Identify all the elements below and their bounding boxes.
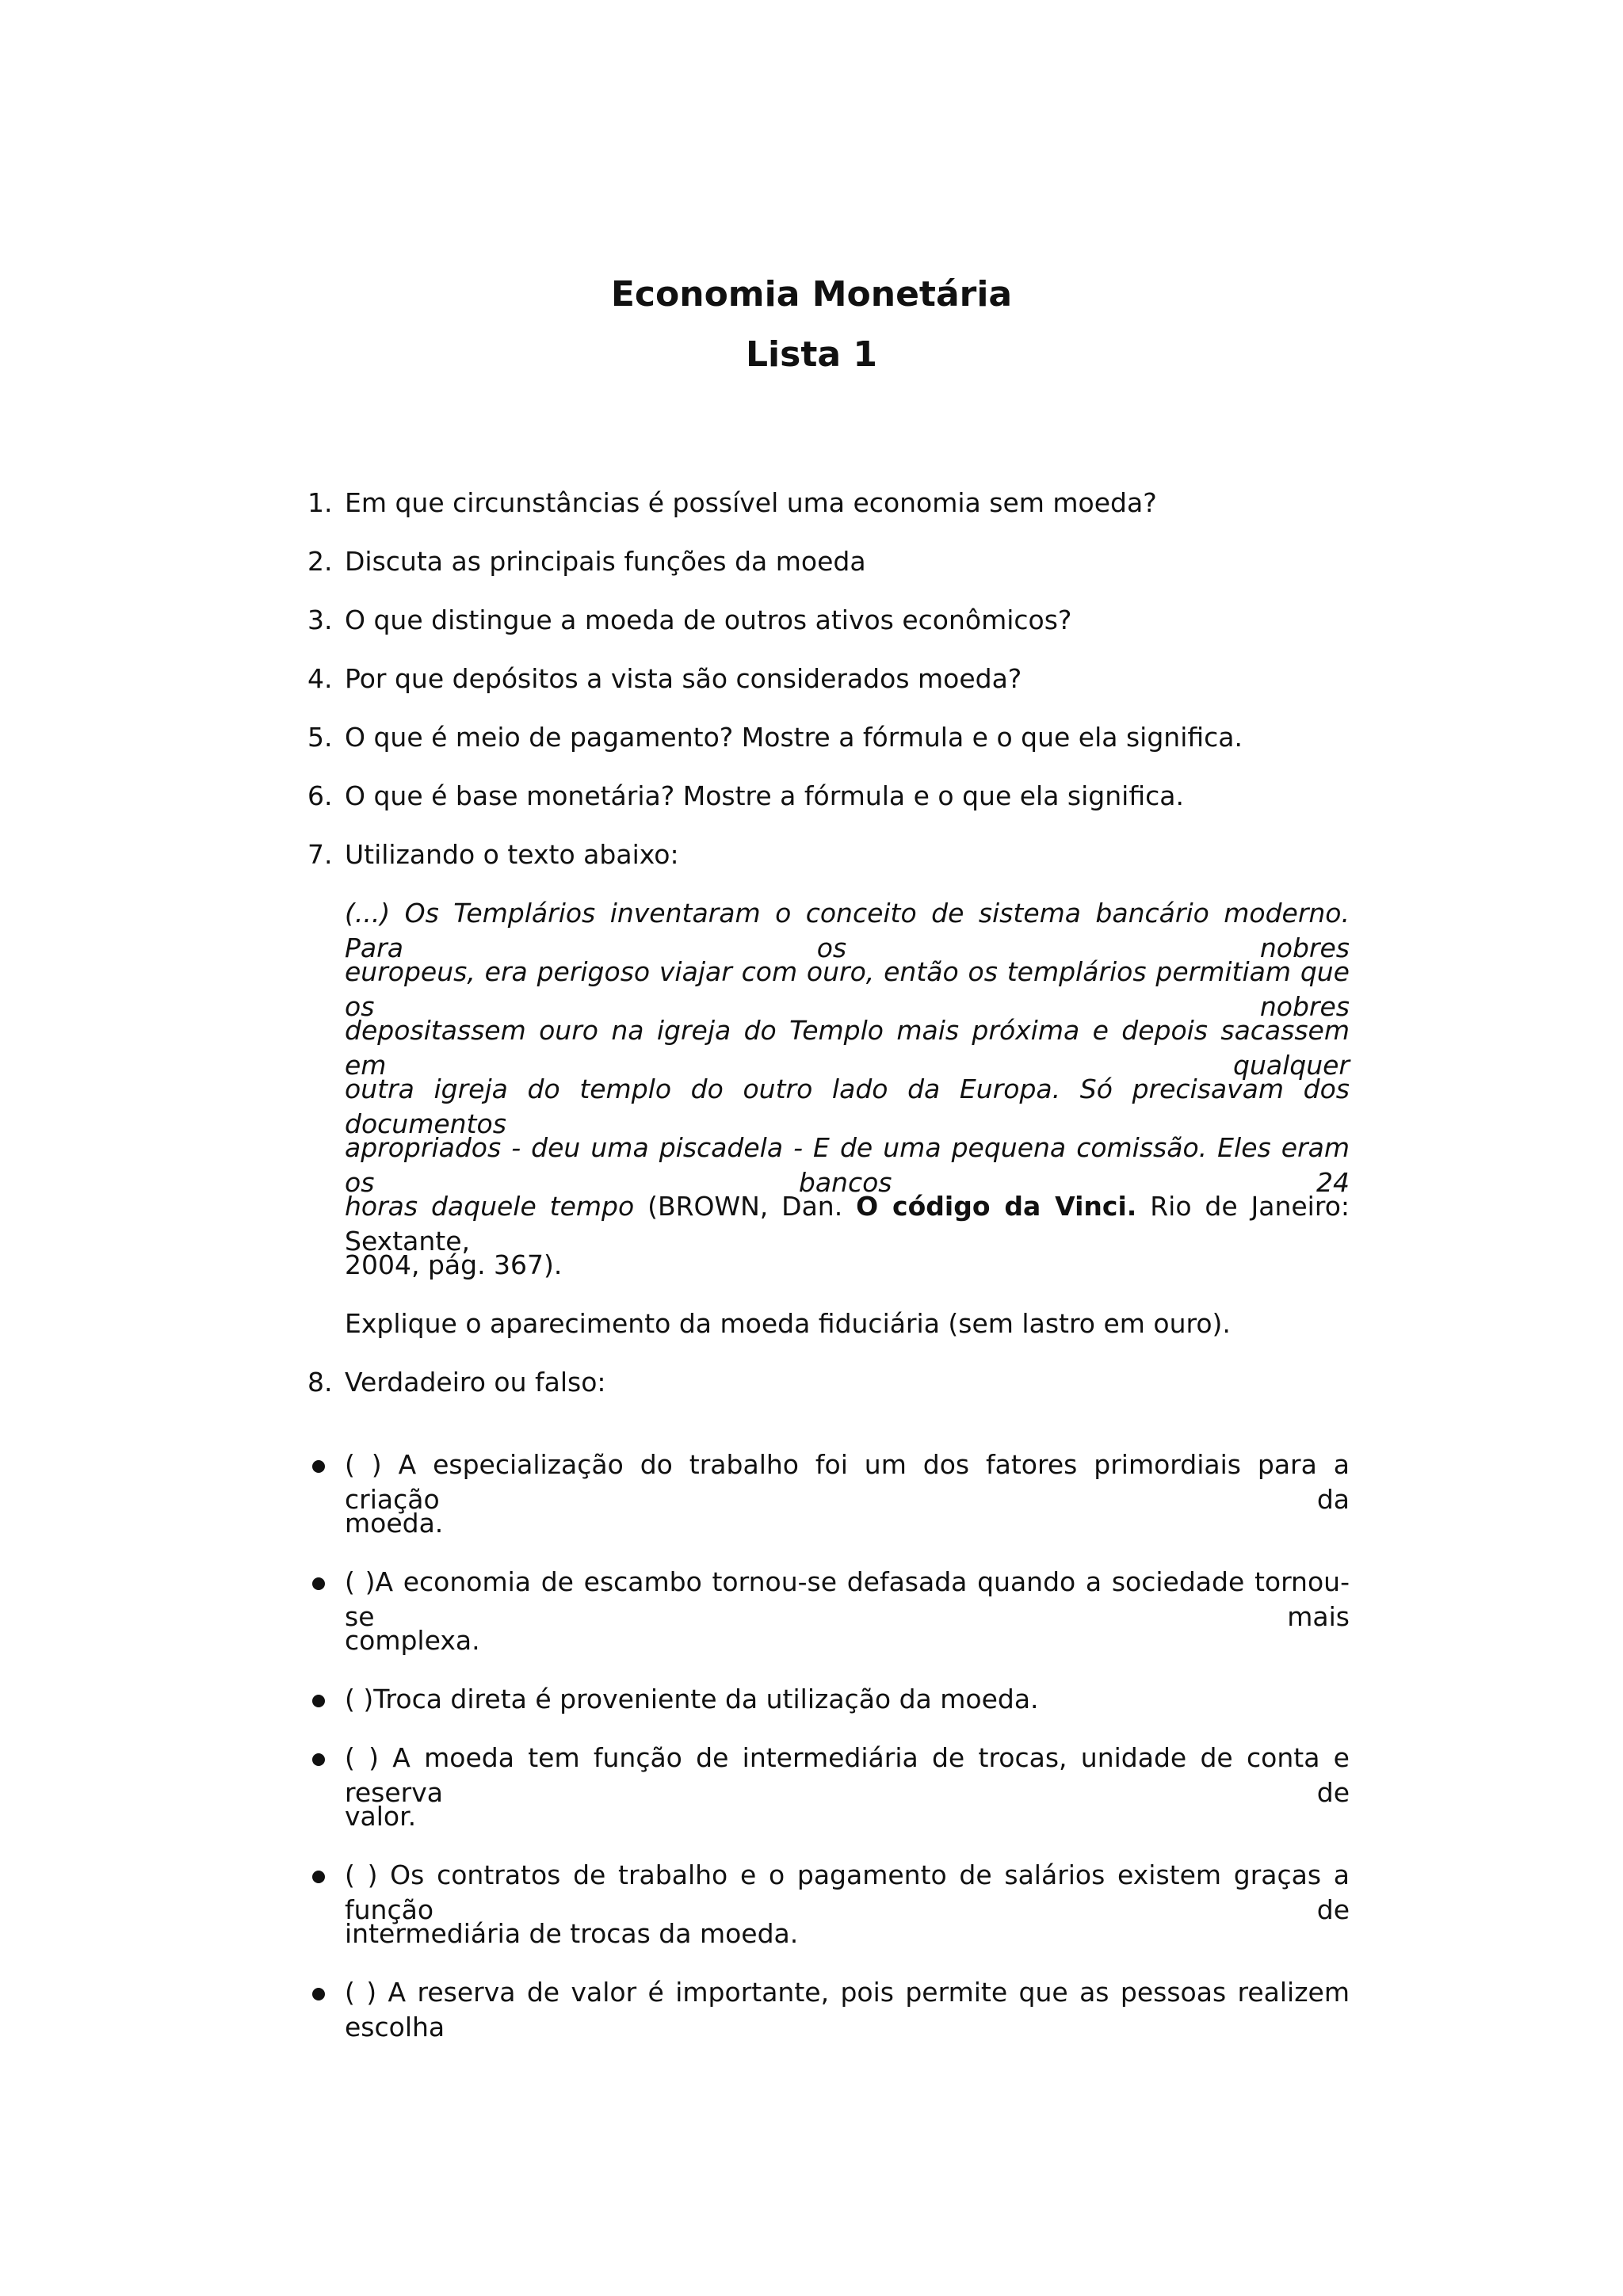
statement-line: ( ) A reserva de valor é importante, pois permite que as pessoas realizem escolha [345, 1977, 1350, 2042]
quote-line: depositassem ouro na igreja do Templo mais próxima e depois sacassem em qualquer [345, 1015, 1350, 1081]
statement-line: complexa. [345, 1625, 480, 1656]
citation-author: (BROWN, Dan. [647, 1191, 843, 1222]
citation-end: 2004, pág. 367). [345, 1249, 563, 1280]
statement-line: valor. [345, 1801, 417, 1832]
question-text: Discuta as principais funções da moeda [345, 546, 866, 577]
quote-line: (...) Os Templários inventaram o conceito de sistema bancário moderno. Para os nobres [345, 898, 1350, 963]
statement-line: ( ) A especialização do trabalho foi um dos fatores primordiais para a criação da [345, 1449, 1350, 1515]
question-text: O que é base monetária? Mostre a fórmula e o que ela significa. [345, 780, 1184, 811]
question-number: 1. [307, 487, 333, 518]
statement-line: moeda. [345, 1508, 444, 1539]
bullet-icon [312, 1753, 325, 1766]
citation-publisher: Rio de Janeiro: Sextante, [345, 1191, 1350, 1257]
bullet-icon [312, 1988, 325, 2000]
question-number: 3. [307, 605, 333, 635]
quote-instruction: Explique o aparecimento da moeda fiduciária (sem lastro em ouro). [345, 1308, 1231, 1339]
statement-line: ( )A economia de escambo tornou-se defasada quando a sociedade tornou-se mais [345, 1566, 1350, 1632]
question-text: Em que circunstâncias é possível uma economia sem moeda? [345, 487, 1157, 518]
question-text: Utilizando o texto abaixo: [345, 839, 679, 870]
question-number: 2. [307, 546, 333, 577]
question-number: 4. [307, 663, 333, 694]
question-number: 7. [307, 839, 333, 870]
quote-last-words: horas daquele tempo [345, 1191, 635, 1222]
bullet-icon [312, 1577, 325, 1590]
question-text: Verdadeiro ou falso: [345, 1367, 606, 1398]
question-text: Por que depósitos a vista são considerados moeda? [345, 663, 1022, 694]
question-text: O que distingue a moeda de outros ativos econômicos? [345, 605, 1072, 635]
bullet-icon [312, 1695, 325, 1707]
question-number: 6. [307, 780, 333, 811]
bullet-icon [312, 1871, 325, 1883]
bullet-icon [312, 1460, 325, 1473]
statement-line: ( ) Os contratos de trabalho e o pagamento de salários existem graças a função de [345, 1859, 1350, 1925]
question-number: 5. [307, 722, 333, 753]
document-subtitle: Lista 1 [746, 334, 877, 375]
statement-line: intermediária de trocas da moeda. [345, 1918, 799, 1949]
citation-book-title: O código da Vinci. [856, 1191, 1137, 1222]
statement-line: ( ) A moeda tem função de intermediária de trocas, unidade de conta e reserva de [345, 1742, 1350, 1808]
document-title: Economia Monetária [610, 274, 1013, 315]
quote-line: europeus, era perigoso viajar com ouro, então os templários permitiam que os nobres [345, 956, 1350, 1022]
quote-line: outra igreja do templo do outro lado da Europa. Só precisavam dos documentos [345, 1074, 1350, 1139]
quote-line: apropriados - deu uma piscadela - E de uma pequena comissão. Eles eram os bancos 24 [345, 1132, 1350, 1198]
question-text: O que é meio de pagamento? Mostre a fórmula e o que ela significa. [345, 722, 1243, 753]
statement-line: ( )Troca direta é proveniente da utilização da moeda. [345, 1684, 1039, 1714]
question-number: 8. [307, 1367, 333, 1398]
